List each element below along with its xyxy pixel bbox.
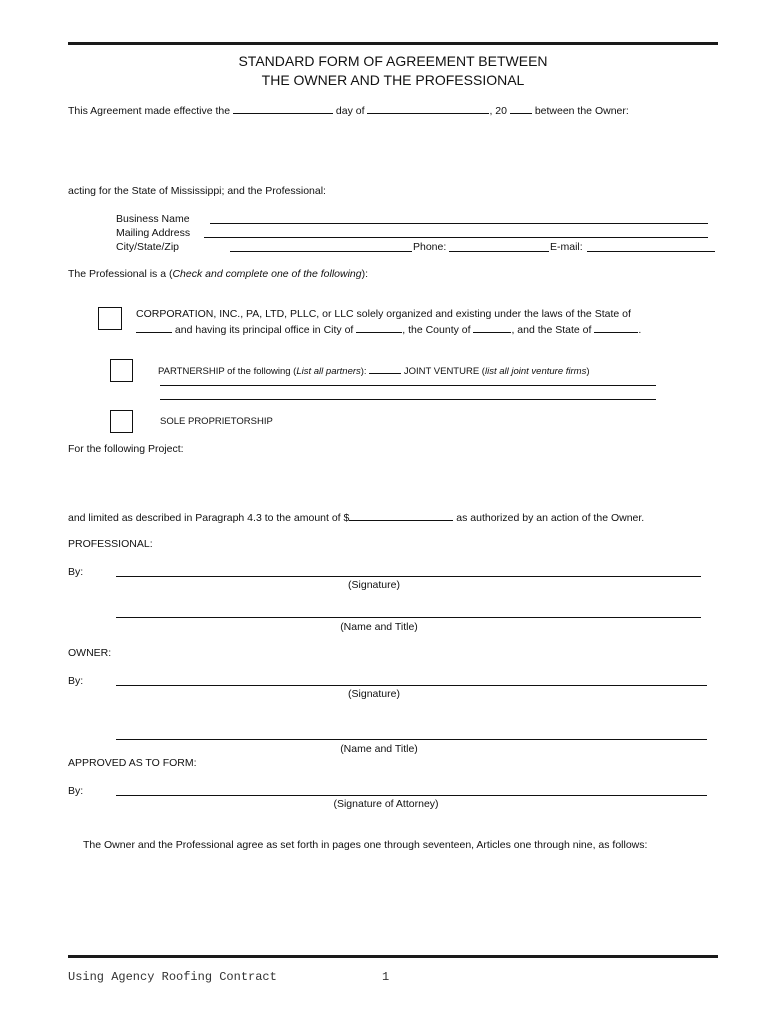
county-blank[interactable]: [473, 323, 511, 333]
state-of-org-blank[interactable]: [136, 323, 172, 333]
limited-text-1: and limited as described in Paragraph 4.3 to the amount of $: [68, 512, 350, 524]
partnership-italic: List all partners: [296, 366, 361, 377]
limited-text-2: as authorized by an action of the Owner.: [456, 512, 645, 524]
sole-proprietorship-checkbox[interactable]: [110, 410, 133, 433]
instruction-lead: The Professional is a (: [68, 268, 173, 280]
owner-signature-caption: (Signature): [348, 688, 400, 700]
intro-line: [68, 104, 629, 117]
corporation-line-2: [136, 323, 641, 336]
effective-day-blank[interactable]: [233, 104, 333, 114]
attorney-signature-line[interactable]: [116, 795, 707, 796]
owner-signature-line[interactable]: [116, 685, 707, 686]
professional-signature-line[interactable]: [116, 576, 701, 577]
partnership-line: [158, 364, 590, 377]
city-state-zip-label: City/State/Zip: [116, 241, 180, 253]
limited-amount-line: [68, 511, 644, 524]
document-title-line-2: THE OWNER AND THE PROFESSIONAL: [261, 72, 525, 88]
project-label: For the following Project:: [68, 443, 184, 455]
phone-label: Phone:: [413, 241, 447, 253]
mailing-address-label: Mailing Address: [116, 227, 191, 239]
professional-type-instruction: [68, 268, 368, 280]
closing-statement: The Owner and the Professional agree as set forth in pages one through seventeen, Articles one through nine, as follows:: [83, 839, 648, 851]
city-blank[interactable]: [356, 323, 402, 333]
corp-text-a: and having its principal office in City of: [174, 324, 354, 336]
partners-line-1[interactable]: [160, 385, 656, 386]
owner-by-label: By:: [68, 675, 84, 687]
sole-proprietorship-label: SOLE PROPRIETORSHIP: [160, 416, 273, 427]
partners-blank[interactable]: [369, 364, 401, 374]
corp-text-c: , and the State of: [511, 324, 592, 336]
effective-month-blank[interactable]: [367, 104, 489, 114]
acting-for-state: acting for the State of Mississippi; and the Professional:: [68, 185, 326, 197]
instruction-tail: ):: [361, 268, 369, 280]
bottom-rule: [68, 955, 718, 958]
professional-name-title-line[interactable]: [116, 617, 701, 618]
owner-name-title-caption: (Name and Title): [340, 743, 418, 755]
intro-text-2: day of: [335, 105, 365, 117]
business-name-label: Business Name: [116, 213, 190, 225]
professional-by-label: By:: [68, 566, 84, 578]
intro-text-4: between the Owner:: [534, 105, 629, 117]
document-title-line-1: STANDARD FORM OF AGREEMENT BETWEEN: [238, 53, 548, 69]
professional-name-title-caption: (Name and Title): [340, 621, 418, 633]
intro-text-3: , 20: [489, 105, 507, 117]
mailing-address-line[interactable]: [204, 237, 708, 238]
partnership-mid: ):: [360, 366, 367, 377]
attorney-by-label: By:: [68, 785, 84, 797]
corporation-line-1: CORPORATION, INC., PA, LTD, PLLC, or LLC solely organized and existing under the laws of the State of: [136, 308, 631, 320]
city-state-zip-line[interactable]: [230, 251, 412, 252]
owner-name-title-line[interactable]: [116, 739, 707, 740]
footer-document-name: Using Agency Roofing Contract: [68, 970, 277, 984]
partnership-lead: PARTNERSHIP of the following (: [158, 366, 297, 377]
professional-signature-caption: (Signature): [348, 579, 400, 591]
owner-label: OWNER:: [68, 647, 112, 659]
instruction-italic: Check and complete one of the following: [172, 268, 362, 280]
joint-venture-italic: list all joint venture firms: [484, 366, 587, 377]
intro-text-1: This Agreement made effective the: [68, 105, 231, 117]
email-line[interactable]: [587, 251, 715, 252]
joint-venture-lead: JOINT VENTURE (: [403, 366, 485, 377]
partners-line-2[interactable]: [160, 399, 656, 400]
business-name-line[interactable]: [210, 223, 708, 224]
approved-as-to-form-label: APPROVED AS TO FORM:: [68, 757, 197, 769]
partnership-checkbox[interactable]: [110, 359, 133, 382]
corp-text-b: , the County of: [402, 324, 471, 336]
corporation-checkbox[interactable]: [98, 307, 122, 330]
email-label: E-mail:: [550, 241, 583, 253]
phone-line[interactable]: [449, 251, 549, 252]
footer-page-number: 1: [382, 970, 390, 984]
amount-blank[interactable]: [349, 511, 453, 521]
effective-year-blank[interactable]: [510, 104, 532, 114]
professional-label: PROFESSIONAL:: [68, 538, 153, 550]
attorney-signature-caption: (Signature of Attorney): [333, 798, 439, 810]
state-blank[interactable]: [594, 323, 638, 333]
joint-venture-tail: ): [586, 366, 590, 377]
corp-text-d: .: [638, 324, 642, 336]
top-rule: [68, 42, 718, 45]
